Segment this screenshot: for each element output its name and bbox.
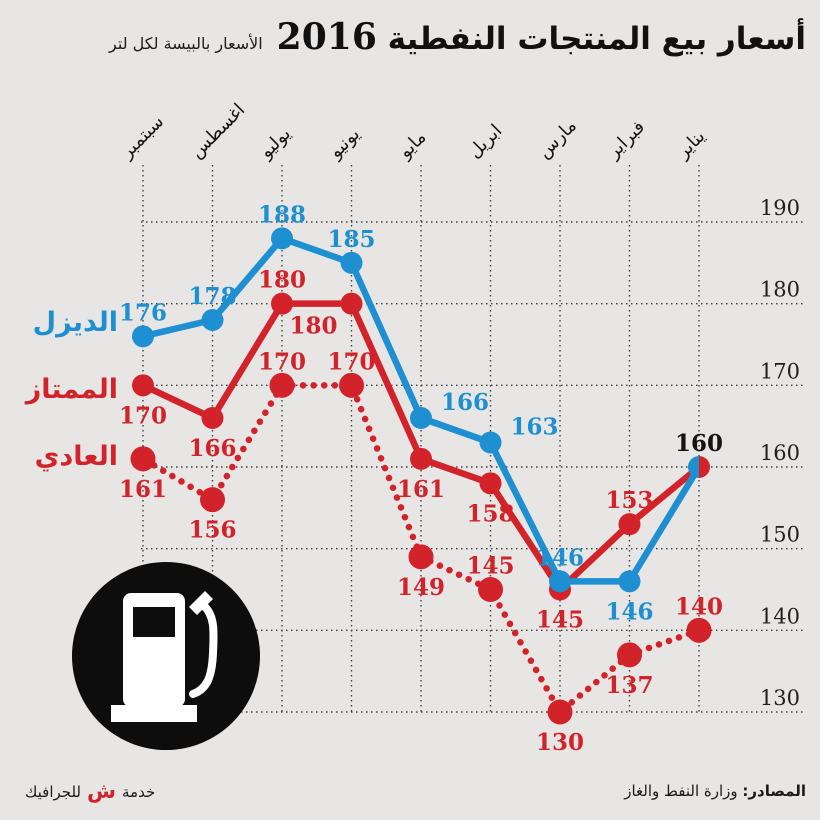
value-label: 180 <box>257 266 307 294</box>
data-point <box>619 570 641 592</box>
value-label: 145 <box>466 552 515 580</box>
data-point <box>270 373 295 398</box>
legend-premium: الممتاز <box>25 374 118 405</box>
y-tick-label: 180 <box>759 277 800 302</box>
data-point <box>202 309 224 331</box>
data-point <box>410 448 432 470</box>
month-label: سبتمبر <box>116 111 169 163</box>
value-label: 163 <box>510 413 559 441</box>
data-point <box>687 618 712 643</box>
data-point <box>132 374 154 396</box>
graphics-service-logo-icon: ش <box>87 779 116 803</box>
value-label: 161 <box>118 475 168 503</box>
title-year: 2016 <box>276 16 377 58</box>
month-label: مايو <box>394 126 431 163</box>
value-label: 158 <box>466 500 515 528</box>
data-point <box>617 642 642 667</box>
value-label: 170 <box>257 348 307 376</box>
data-point <box>131 446 156 471</box>
legend-diesel: الديزل <box>32 307 118 338</box>
value-label: 178 <box>188 283 237 310</box>
shared-value-label: 160 <box>674 430 724 457</box>
value-label: 146 <box>605 598 654 626</box>
data-point <box>409 544 434 569</box>
value-label: 170 <box>118 402 168 430</box>
data-point <box>410 407 432 429</box>
y-tick-label: 160 <box>759 441 800 465</box>
subtitle: الأسعار بالبيسة لكل لتر <box>109 34 263 53</box>
month-label: فبراير <box>603 116 650 163</box>
value-label: 180 <box>289 312 338 340</box>
data-point <box>339 373 364 398</box>
value-label: 166 <box>441 389 490 416</box>
data-point <box>549 570 571 592</box>
value-label: 188 <box>257 201 307 229</box>
value-label: 149 <box>396 573 446 601</box>
y-tick-label: 170 <box>759 359 800 384</box>
value-label: 156 <box>188 516 237 544</box>
month-label: يناير <box>672 125 710 163</box>
month-label: ابريل <box>464 120 507 163</box>
data-point <box>548 700 573 725</box>
sources-line <box>624 782 806 800</box>
value-label: 130 <box>535 729 585 756</box>
y-tick-label: 150 <box>759 522 800 547</box>
data-point <box>271 293 293 315</box>
credit-prefix: خدمة <box>122 782 156 801</box>
data-point <box>271 227 293 249</box>
fuel-pump-icon <box>71 561 261 751</box>
credit-line <box>25 781 155 802</box>
month-label: يوليو <box>255 123 295 163</box>
y-tick-label: 130 <box>759 686 800 710</box>
data-point <box>619 513 641 535</box>
month-label: يونيو <box>325 123 365 163</box>
data-point <box>480 472 502 494</box>
credit-suffix: للجرافيك <box>25 782 82 801</box>
value-label: 140 <box>674 593 724 621</box>
data-point <box>132 325 154 347</box>
data-point <box>478 577 503 602</box>
month-label: مارس <box>533 115 581 163</box>
legend-regular: العادي <box>34 441 118 472</box>
pump-base <box>111 705 197 722</box>
title-text: أسعار بيع المنتجات النفطية <box>387 21 806 57</box>
value-label: 145 <box>535 606 585 634</box>
data-point <box>480 432 502 454</box>
value-label: 146 <box>535 544 585 572</box>
month-label: اغسطس <box>186 99 250 163</box>
data-point <box>202 407 224 429</box>
shared-data-point-right <box>699 456 710 478</box>
value-label: 137 <box>605 671 654 699</box>
value-label: 176 <box>118 299 168 327</box>
value-label: 153 <box>605 487 654 515</box>
value-label: 166 <box>188 435 237 462</box>
data-point <box>200 487 225 512</box>
value-label: 161 <box>396 475 446 503</box>
sources-label: المصادر: <box>742 782 806 800</box>
y-tick-label: 140 <box>759 604 800 629</box>
sources-text: وزارة النفط والغاز <box>624 782 738 800</box>
y-tick-label: 190 <box>759 196 800 220</box>
value-label: 170 <box>327 348 376 376</box>
data-point <box>341 293 363 315</box>
data-point <box>341 252 363 274</box>
pump-screen <box>133 607 175 637</box>
value-label: 185 <box>327 225 376 253</box>
